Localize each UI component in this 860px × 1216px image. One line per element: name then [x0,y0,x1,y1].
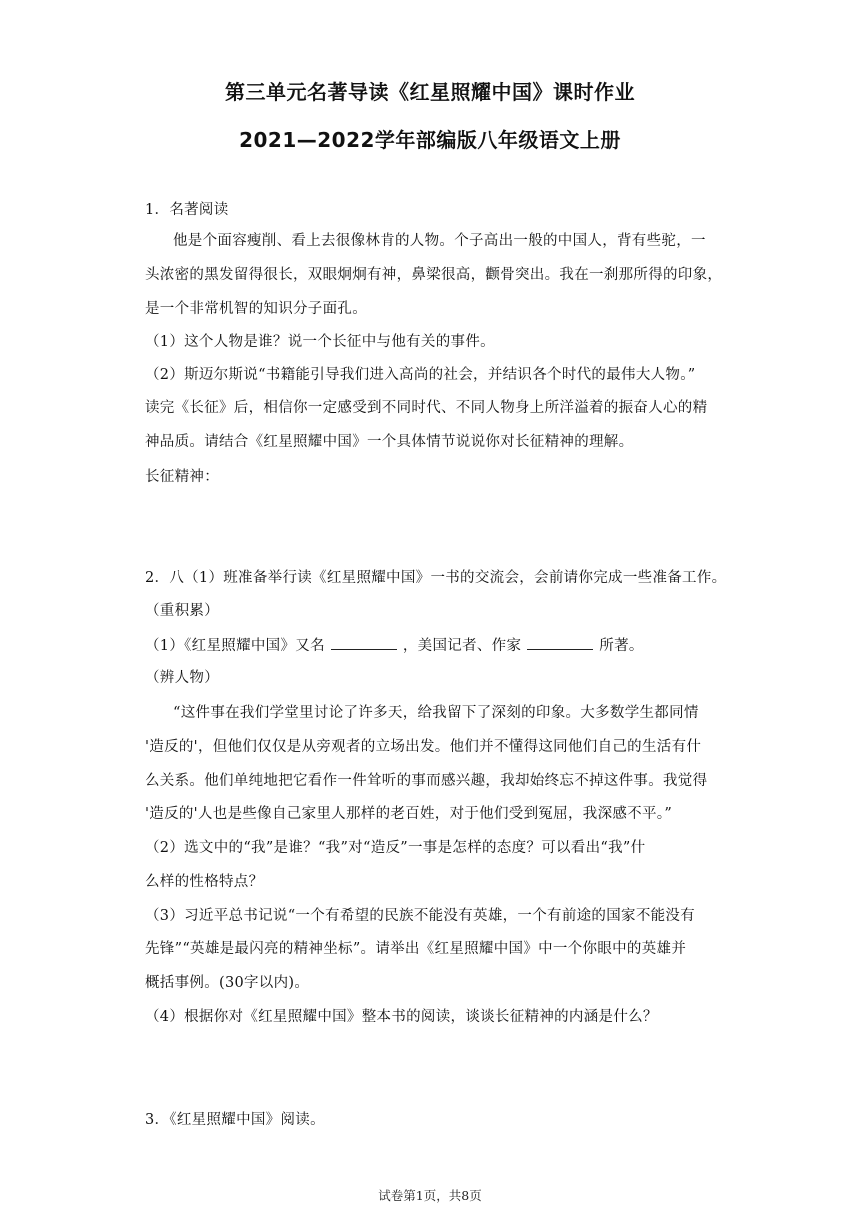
q2-section-label: （重积累） [145,603,219,619]
q2-passage-line: '造反的'人也是些像自己家里人那样的老百姓，对于他们受到冤屈，我深感不平。” [145,806,673,822]
q2-sub3-line: 概括事例。(30字以内)。 [145,975,310,991]
q2-sub1-text: 所著。 [599,638,644,654]
q1-sub1: （1）这个人物是谁？说一个长征中与他有关的事件。 [145,334,495,350]
title-line-1: 第三单元名著导读《红星照耀中国》课时作业 [225,80,635,104]
page-footer: 试卷第1页，共8页 [378,1188,482,1203]
q2-passage-line: 么关系。他们单纯地把它看作一件耸听的事而感兴趣，我却始终忘不掉这件事。我觉得 [145,773,708,789]
answer-blank-alias[interactable] [331,635,397,650]
q2-passage-line: '造反的'，但他们仅仅是从旁观者的立场出发。他们并不懂得这同他们自己的生活有什 [145,739,702,755]
q2-sub1-text: （1）《红星照耀中国》又名 [145,638,325,654]
q3-heading: 3．《红星照耀中国》阅读。 [145,1112,325,1128]
q1-passage-line: 头浓密的黑发留得很长，双眼炯炯有神，鼻梁很高，颧骨突出。我在一刹那所得的印象， [145,267,723,283]
q2-sub3-line: （3）习近平总书记说“一个有希望的民族不能没有英雄，一个有前途的国家不能没有 [145,908,696,924]
q2-sub1 [145,635,735,656]
q2-heading: 2．八（1）班准备举行读《红星照耀中国》一书的交流会，会前请你完成一些准备工作。 [145,570,727,586]
q1-passage-line: 是一个非常机智的知识分子面孔。 [145,301,367,317]
q1-sub2-line: （2）斯迈尔斯说“书籍能引导我们进入高尚的社会，并结识各个时代的最伟大人物。” [145,367,696,383]
q2-section-label: （辨人物） [145,670,219,686]
answer-blank-author[interactable] [527,635,593,650]
q1-passage-line: 他是个面容瘦削、看上去很像林肯的人物。个子高出一般的中国人，背有些驼，一 [173,233,706,249]
q1-sub2-line: 神品质。请结合《红星照耀中国》一个具体情节说说你对长征精神的理解。 [145,434,634,450]
q2-sub3-line: 先锋”“英雄是最闪亮的精神坐标”。请举出《红星照耀中国》中一个你眼中的英雄并 [145,941,687,957]
q1-answer-label: 长征精神： [145,469,219,485]
q2-sub1-text: ，美国记者、作家 [402,638,522,654]
title-line-2: 2021—2022学年部编版八年级语文上册 [239,128,621,152]
q2-sub2-line: 么样的性格特点？ [145,874,264,890]
q1-heading: 1．名著阅读 [145,202,229,218]
q2-passage-line: “这件事在我们学堂里讨论了许多天，给我留下了深刻的印象。大多数学生都同情 [173,705,699,721]
q2-sub2-line: （2）选文中的“我”是谁？“我”对“造反”一事是怎样的态度？可以看出“我”什 [145,840,646,856]
q1-sub2-line: 读完《长征》后，相信你一定感受到不同时代、不同人物身上所洋溢着的振奋人心的精 [145,400,708,416]
q2-sub4: （4）根据你对《红星照耀中国》整本书的阅读，谈谈长征精神的内涵是什么？ [145,1009,658,1025]
